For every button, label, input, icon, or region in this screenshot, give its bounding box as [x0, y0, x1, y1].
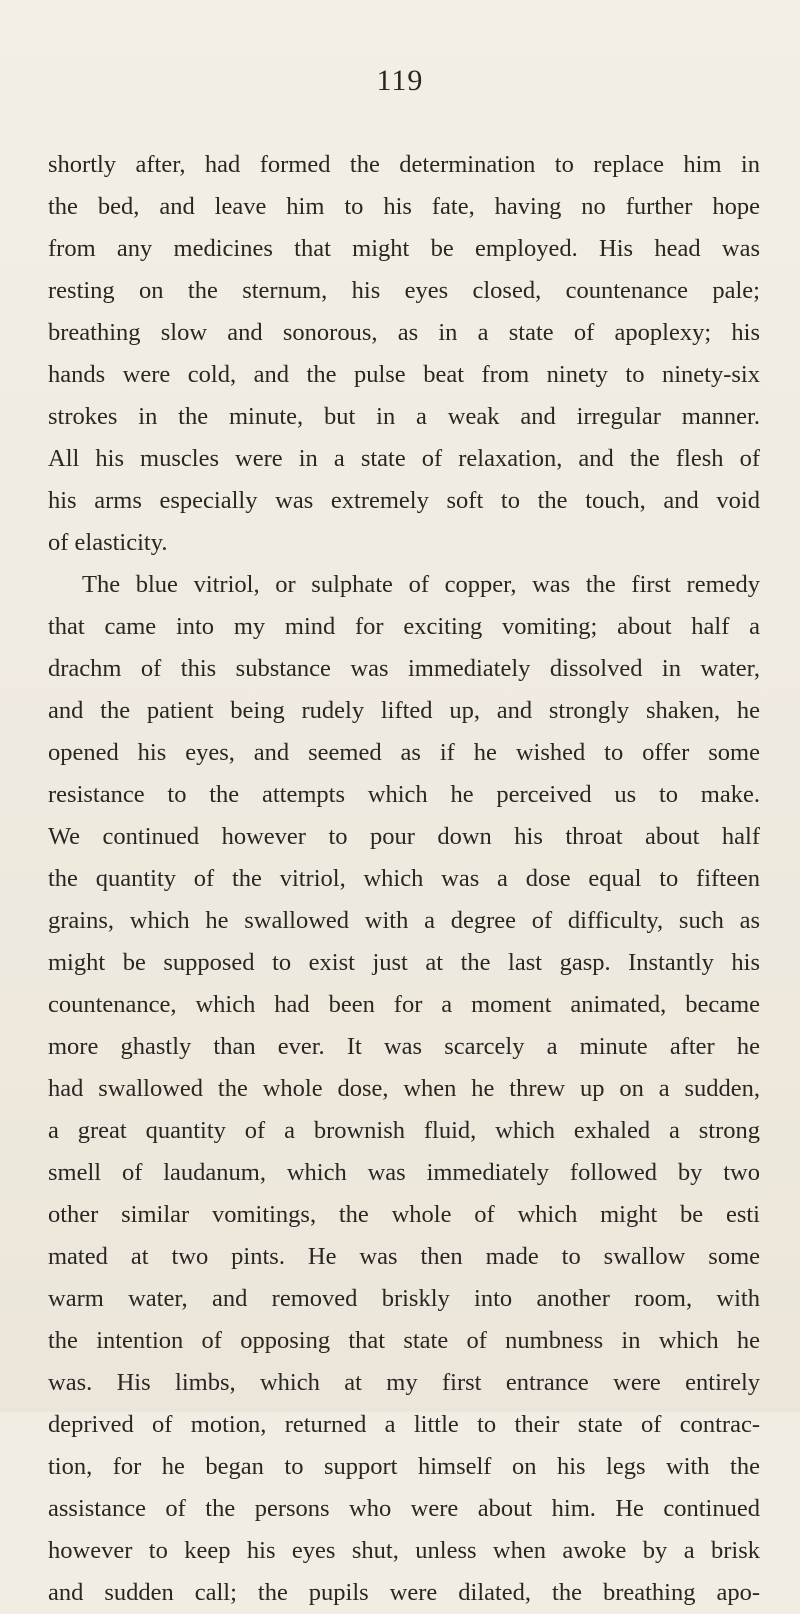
text-line: from any medicines that might be employed. His head was — [48, 235, 760, 262]
text-line: more ghastly than ever. It was scarcely a minute after he — [48, 1033, 760, 1060]
text-line: deprived of motion, returned a little to their state of contrac- — [48, 1411, 760, 1438]
text-line: the quantity of the vitriol, which was a dose equal to fifteen — [48, 865, 760, 892]
paragraph-end-line: of elasticity. — [48, 529, 168, 556]
text-line: assistance of the persons who were about him. He continued — [48, 1495, 760, 1522]
text-line: and sudden call; the pupils were dilated, the breathing apo- — [48, 1579, 760, 1606]
text-line: was. His limbs, which at my first entrance were entirely — [48, 1369, 760, 1396]
text-line: warm water, and removed briskly into another room, with — [48, 1285, 760, 1312]
text-line: mated at two pints. He was then made to swallow some — [48, 1243, 760, 1270]
page-number: 119 — [376, 64, 424, 97]
text-line: hands were cold, and the pulse beat from ninety to ninety-six — [48, 361, 760, 388]
text-line: might be supposed to exist just at the last gasp. Instantly his — [48, 949, 760, 976]
text-line: shortly after, had formed the determination to replace him in — [48, 151, 760, 178]
text-line: his arms especially was extremely soft to the touch, and void — [48, 487, 760, 514]
text-line: the intention of opposing that state of numbness in which he — [48, 1327, 760, 1354]
text-line: smell of laudanum, which was immediately followed by two — [48, 1159, 760, 1186]
text-line: drachm of this substance was immediately dissolved in water, — [48, 655, 760, 682]
text-line: that came into my mind for exciting vomiting; about half a — [48, 613, 760, 640]
text-line: a great quantity of a brownish fluid, which exhaled a strong — [48, 1117, 760, 1144]
text-line: resting on the sternum, his eyes closed, countenance pale; — [48, 277, 760, 304]
text-line: had swallowed the whole dose, when he threw up on a sudden, — [48, 1075, 760, 1102]
text-line: and the patient being rudely lifted up, and strongly shaken, he — [48, 697, 760, 724]
text-line: strokes in the minute, but in a weak and irregular manner. — [48, 403, 760, 430]
text-line: We continued however to pour down his throat about half — [48, 823, 760, 850]
text-line: All his muscles were in a state of relaxation, and the flesh of — [48, 445, 760, 472]
body-text — [48, 144, 760, 1614]
text-line: countenance, which had been for a moment animated, became — [48, 991, 760, 1018]
paragraph-start-line: The blue vitriol, or sulphate of copper, was the first remedy — [82, 571, 760, 598]
text-line: however to keep his eyes shut, unless when awoke by a brisk — [48, 1537, 760, 1564]
text-line: resistance to the attempts which he perceived us to make. — [48, 781, 760, 808]
text-line: tion, for he began to support himself on his legs with the — [48, 1453, 760, 1480]
text-line: opened his eyes, and seemed as if he wished to offer some — [48, 739, 760, 766]
text-line: grains, which he swallowed with a degree of difficulty, such as — [48, 907, 760, 934]
text-line: other similar vomitings, the whole of which might be esti — [48, 1201, 760, 1228]
text-line: breathing slow and sonorous, as in a state of apoplexy; his — [48, 319, 760, 346]
text-line: the bed, and leave him to his fate, having no further hope — [48, 193, 760, 220]
